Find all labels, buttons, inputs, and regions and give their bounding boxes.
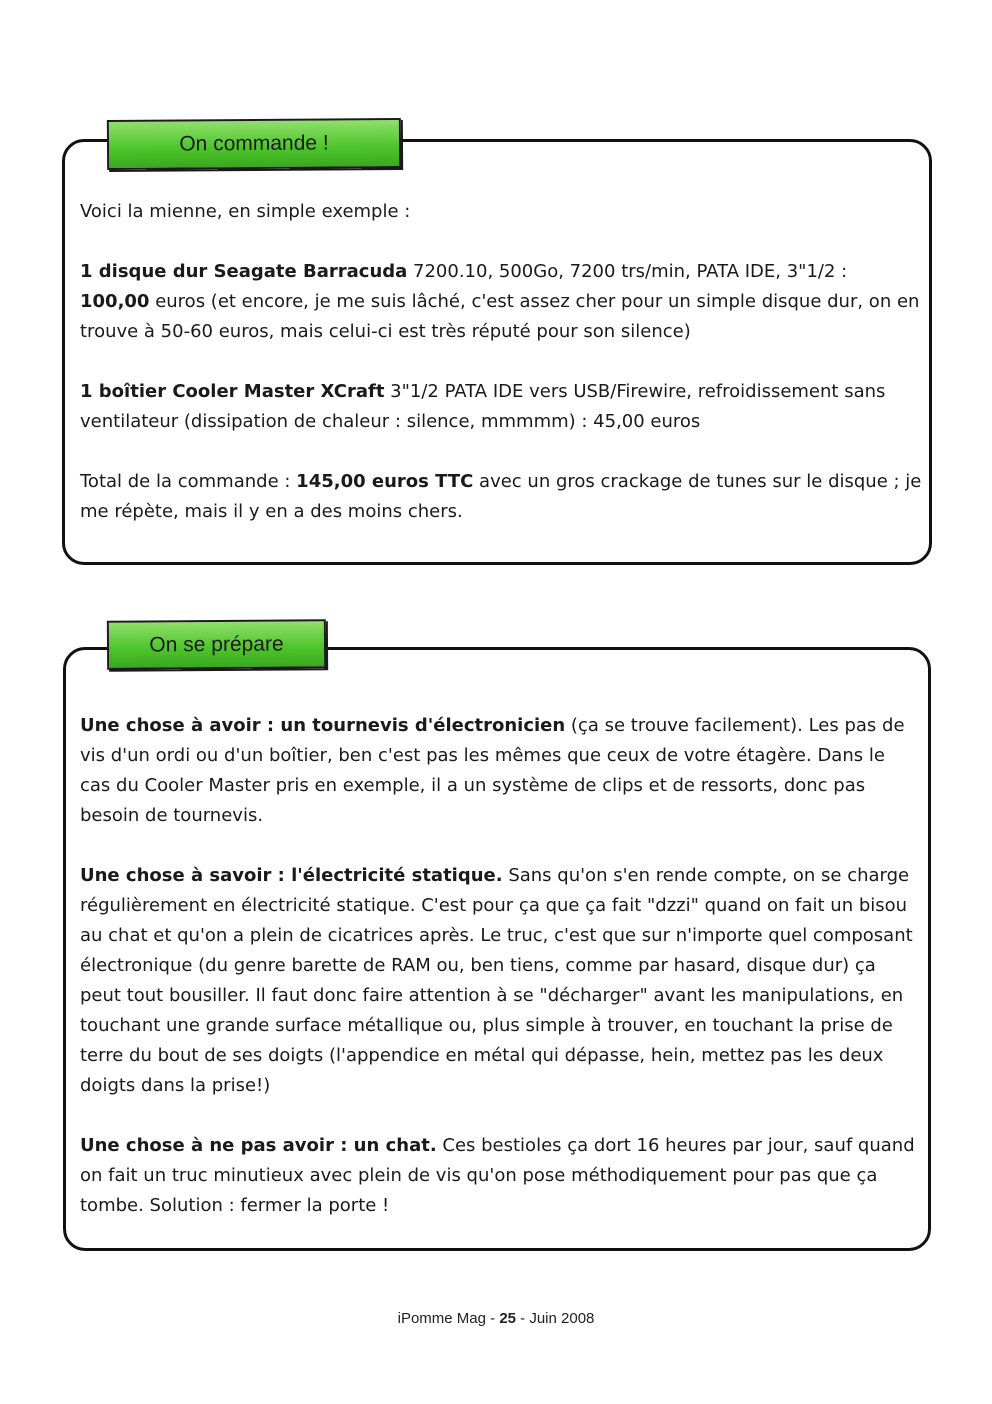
order-item-disk bbox=[80, 257, 922, 347]
screwdriver-heading: Une chose à avoir : un tournevis d'électronicien bbox=[80, 715, 566, 736]
order-total bbox=[80, 467, 922, 527]
case-name: 1 boîtier Cooler Master XCraft bbox=[80, 381, 385, 402]
order-section-content bbox=[80, 197, 922, 527]
disk-comment: euros (et encore, je me suis lâché, c'est assez cher pour un simple disque dur, on en trouve à 50-60 euros, mais celui-ci est très réputé pour son silence) bbox=[80, 291, 920, 342]
screwdriver-text: (ça se trouve facilement). Les pas de vis d'un ordi ou d'un boîtier, ben c'est pas les mêmes que ceux de votre étagère. Dans le cas du Cooler Master pris en exemple, il a un système de clips et de ressorts, donc pas besoin de tournevis. bbox=[80, 715, 905, 826]
order-item-case bbox=[80, 377, 922, 437]
order-intro: Voici la mienne, en simple exemple : bbox=[80, 201, 411, 222]
total-amount: 145,00 euros TTC bbox=[296, 471, 474, 492]
case-details: 3"1/2 PATA IDE vers USB/Firewire, refroidissement sans ventilateur (dissipation de chaleur : silence, mmmmm) : 45,00 euros bbox=[80, 381, 886, 432]
order-section-title: On commande ! bbox=[179, 131, 329, 156]
total-prefix: Total de la commande : bbox=[80, 471, 297, 492]
disk-name: 1 disque dur Seagate Barracuda bbox=[80, 261, 408, 282]
prepare-para-cat bbox=[80, 1131, 916, 1221]
footer-page-number: 25 bbox=[499, 1310, 516, 1327]
prepare-section-title: On se prépare bbox=[149, 632, 284, 657]
static-text: Sans qu'on s'en rende compte, on se charge régulièrement en électricité statique. C'est pour ça que ça fait "dzzi" quand on fait un bisou au chat et qu'on a plein de cicatrices après. Le truc, c'est que sur n'importe quel composant électronique (du genre barette de RAM ou, ben tiens, comme par hasard, disque dur) ça peut tout bousiller. Il faut donc faire attention à se "décharger" avant les manipulations, en touchant une grande surface métallique ou, plus simple à trouver, en touchant la prise de terre du bout de ses doigts (l'appendice en métal qui dépasse, hein, mettez pas les deux doigts dans la prise!) bbox=[80, 865, 913, 1096]
total-comment: avec un gros crackage de tunes sur le disque ; je me répète, mais il y en a des moins chers. bbox=[80, 471, 922, 522]
order-section-tab bbox=[107, 118, 401, 170]
prepare-para-screwdriver bbox=[80, 711, 916, 831]
static-heading: Une chose à savoir : l'électricité statique. bbox=[80, 865, 503, 886]
prepare-section-content bbox=[80, 711, 916, 1221]
cat-text: Ces bestioles ça dort 16 heures par jour, sauf quand on fait un truc minutieux avec plein de vis qu'on pose méthodiquement pour pas que ça tombe. Solution : fermer la porte ! bbox=[80, 1135, 915, 1216]
prepare-para-static bbox=[80, 861, 916, 1101]
disk-price: 100,00 bbox=[80, 291, 150, 312]
page-footer bbox=[0, 1310, 992, 1327]
disk-specs: 7200.10, 500Go, 7200 trs/min, PATA IDE, 3"1/2 : bbox=[407, 261, 848, 282]
prepare-section-tab bbox=[107, 619, 326, 670]
cat-heading: Une chose à ne pas avoir : un chat. bbox=[80, 1135, 437, 1156]
footer-mag-name: iPomme Mag - bbox=[397, 1310, 500, 1327]
footer-date: - Juin 2008 bbox=[516, 1310, 595, 1327]
